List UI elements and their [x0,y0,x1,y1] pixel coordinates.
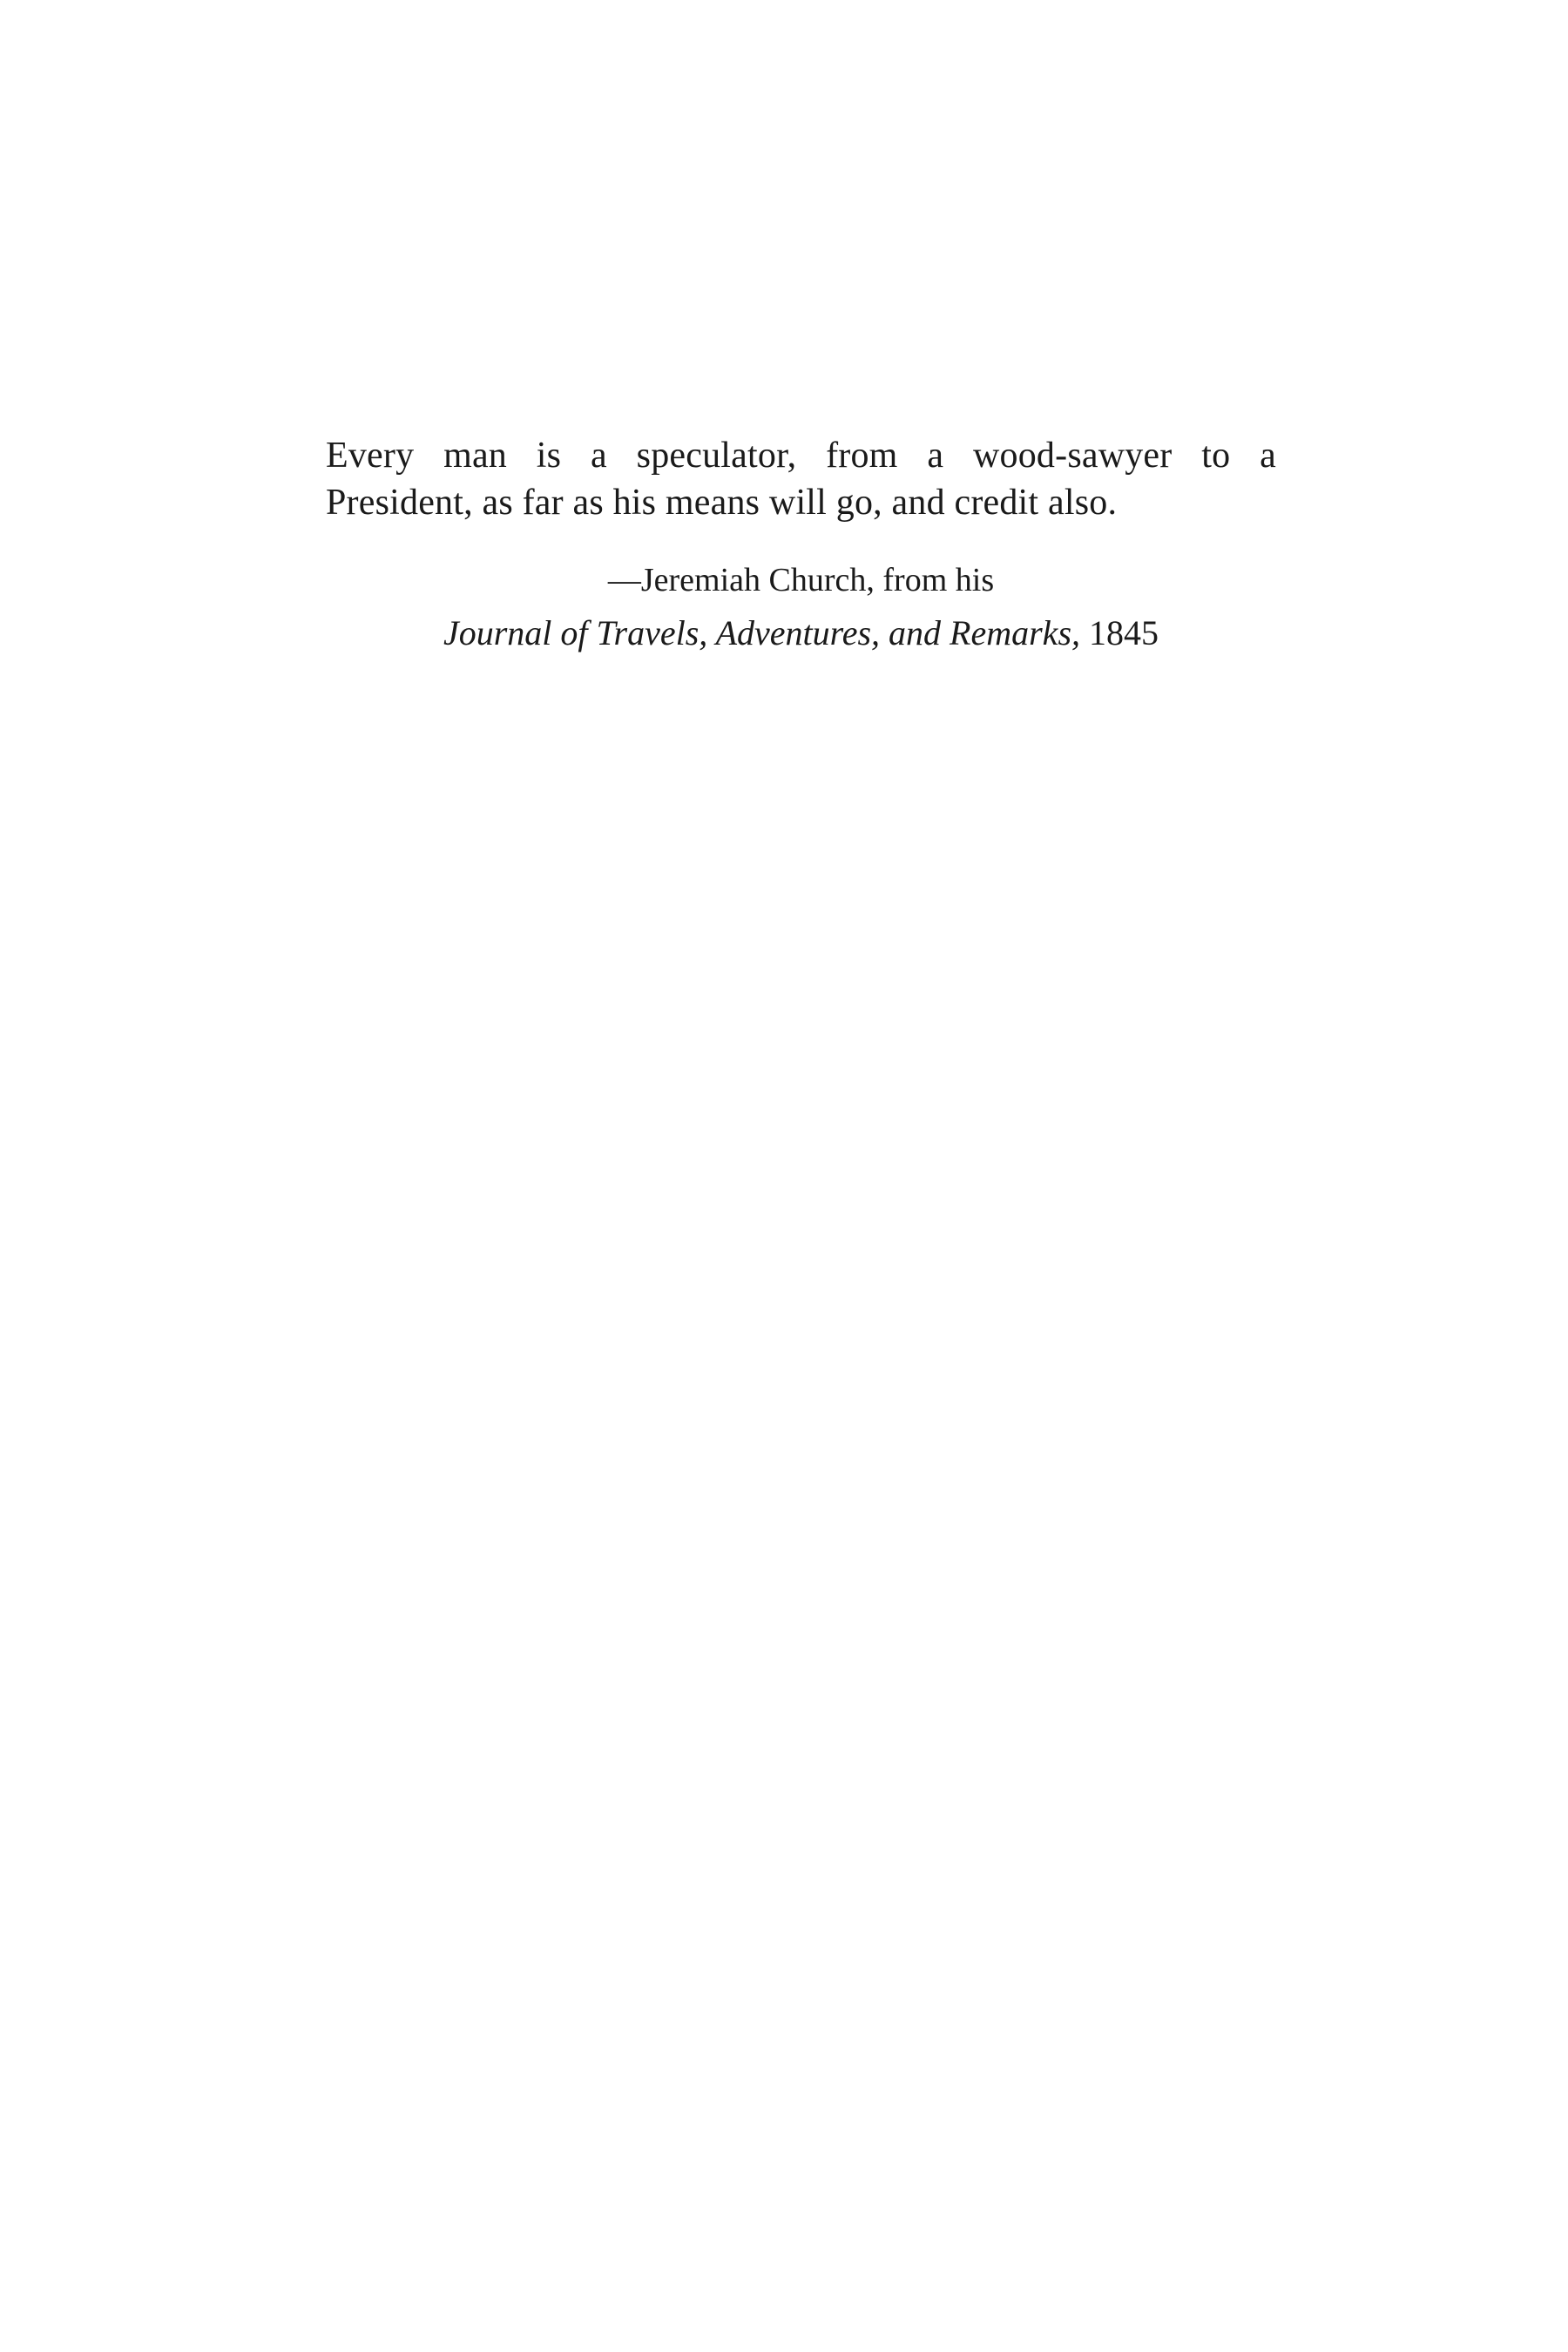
quote-line-1: Every man is a speculator, from a wood-sawyer to a [326,436,1276,476]
epigraph-block [326,432,1276,652]
quote-source [326,613,1276,652]
source-title: Journal of Travels, Adventures, and Remarks, [443,613,1081,652]
quote-line-2: President, as far as his means will go, and credit also. [326,483,1118,523]
source-year: 1845 [1080,613,1159,652]
quote-attribution: —Jeremiah Church, from his [607,562,995,598]
